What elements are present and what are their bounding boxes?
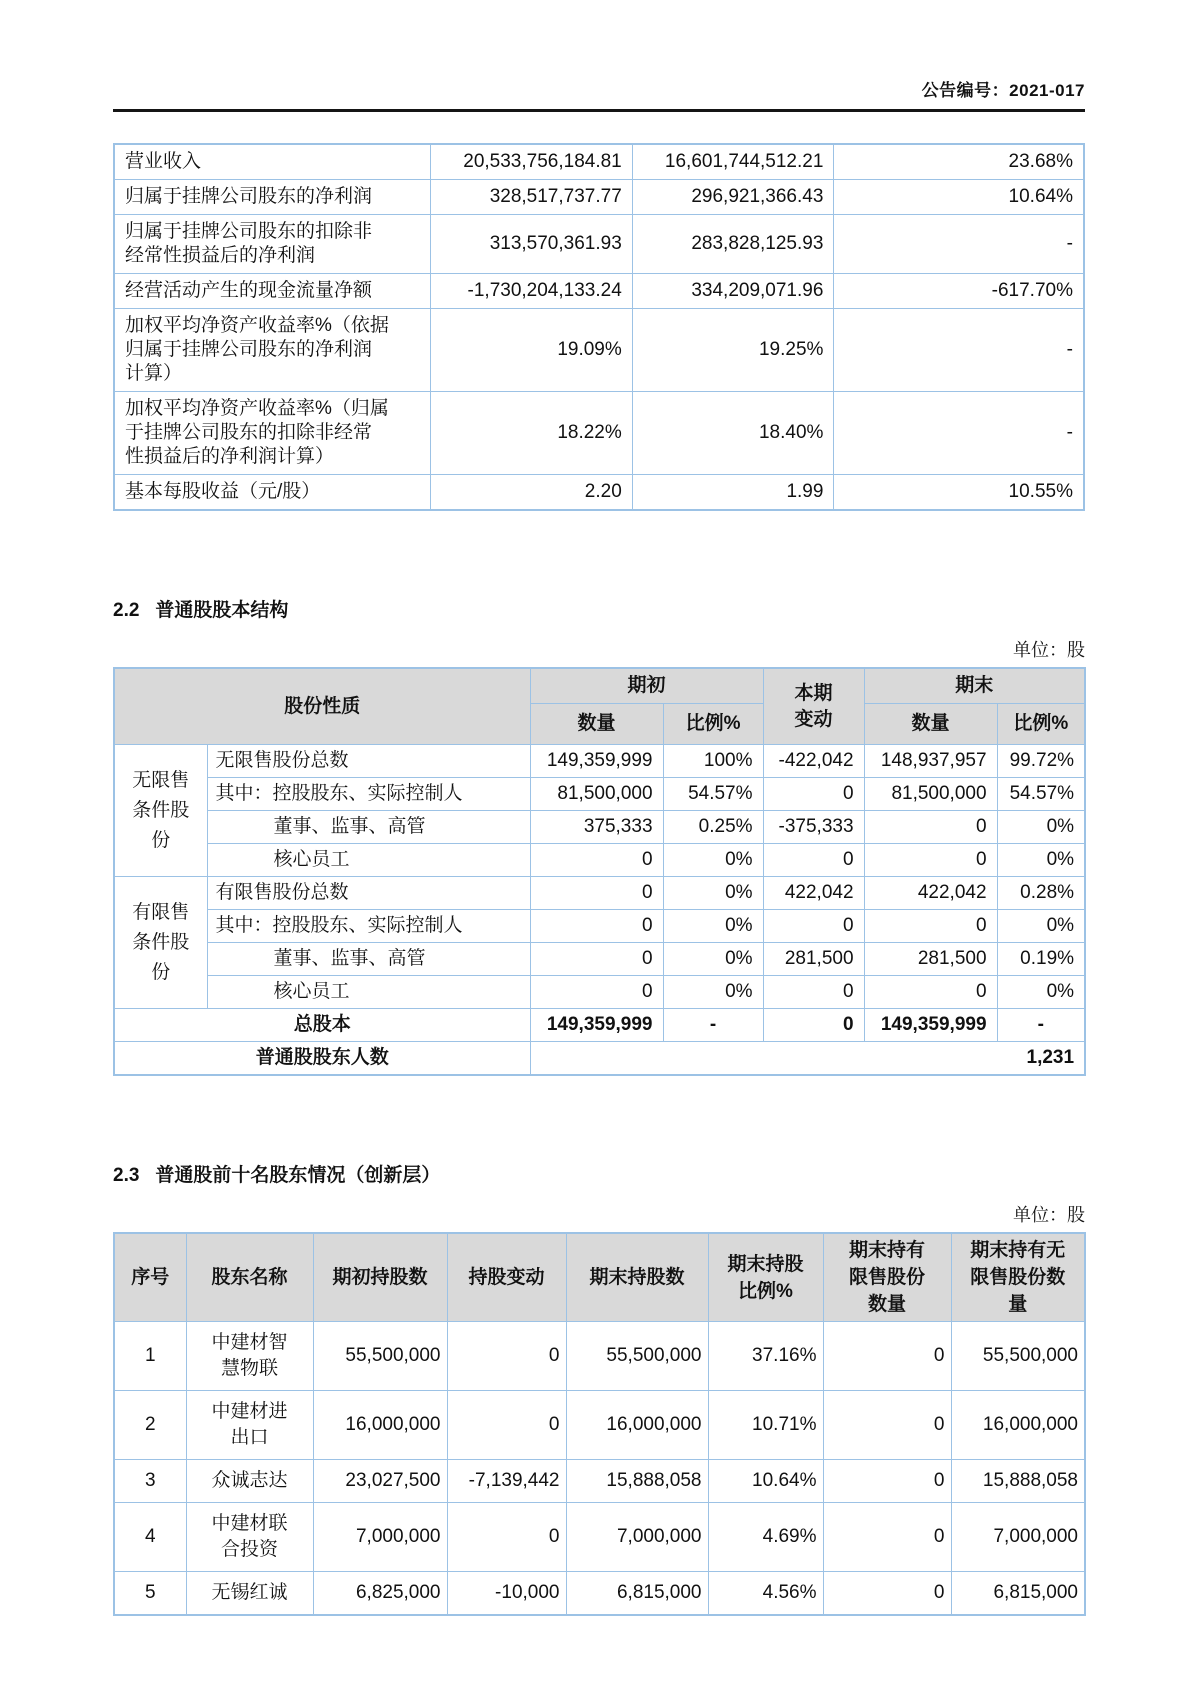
beginning-header: 期初 (530, 668, 763, 704)
top-shareholders-table (113, 1232, 1086, 1616)
begin-qty: 149,359,999 (530, 1009, 663, 1042)
unit-label: 单位：股 (1013, 1205, 1085, 1225)
shareholder-name: 中建材进出口 (186, 1391, 313, 1460)
table-row (114, 943, 1085, 976)
period-change-header: 本期变动 (763, 668, 864, 745)
current-value: 18.22% (431, 392, 633, 475)
prior-value: 334,209,071.96 (632, 274, 834, 309)
change-value: - (834, 392, 1084, 475)
begin-ratio: - (663, 1009, 763, 1042)
period-change: 0 (763, 1009, 864, 1042)
begin-ratio: 0% (663, 844, 763, 877)
end-qty: 0 (864, 811, 997, 844)
begin-qty: 375,333 (530, 811, 663, 844)
unrestricted-shares: 55,500,000 (951, 1322, 1085, 1391)
table-row (114, 392, 1084, 475)
begin-qty: 81,500,000 (530, 778, 663, 811)
begin-qty: 149,359,999 (530, 745, 663, 778)
table-row (114, 1322, 1085, 1391)
end-qty: 81,500,000 (864, 778, 997, 811)
period-change: 0 (763, 910, 864, 943)
end-header: 期末持股数 (566, 1233, 708, 1322)
prior-value: 1.99 (632, 475, 834, 511)
begin-ratio: 0% (663, 943, 763, 976)
end-ratio: 0.19% (997, 943, 1085, 976)
begin-shares: 7,000,000 (313, 1503, 447, 1572)
row-no: 3 (114, 1460, 186, 1503)
row-label: 经营活动产生的现金流量净额 (114, 274, 431, 309)
row-no: 2 (114, 1391, 186, 1460)
row-label: 归属于挂牌公司股东的净利润 (114, 180, 431, 215)
change-value: 10.64% (834, 180, 1084, 215)
share-change: -10,000 (447, 1572, 566, 1616)
shareholder-name: 众诚志达 (186, 1460, 313, 1503)
row-label: 无限售股份总数 (207, 745, 530, 778)
end-shares: 6,815,000 (566, 1572, 708, 1616)
table-row (114, 180, 1084, 215)
prior-value: 16,601,744,512.21 (632, 144, 834, 180)
begin-ratio: 54.57% (663, 778, 763, 811)
no-header: 序号 (114, 1233, 186, 1322)
end-ratio: 54.57% (997, 778, 1085, 811)
period-change: 281,500 (763, 943, 864, 976)
begin-qty: 0 (530, 844, 663, 877)
period-change: 0 (763, 844, 864, 877)
row-no: 5 (114, 1572, 186, 1616)
share-change: 0 (447, 1391, 566, 1460)
row-label: 其中：控股股东、实际控制人 (207, 910, 530, 943)
table-row (114, 215, 1084, 274)
row-label: 董事、监事、高管 (207, 811, 530, 844)
ratio-header: 比例% (663, 704, 763, 745)
row-label: 有限售股份总数 (207, 877, 530, 910)
current-value: -1,730,204,133.24 (431, 274, 633, 309)
table-row (114, 1460, 1085, 1503)
begin-qty: 0 (530, 943, 663, 976)
row-label: 其中：控股股东、实际控制人 (207, 778, 530, 811)
row-no: 1 (114, 1322, 186, 1391)
row-no: 4 (114, 1503, 186, 1572)
table-row (114, 309, 1084, 392)
prior-value: 19.25% (632, 309, 834, 392)
shareholder-name: 中建材智慧物联 (186, 1322, 313, 1391)
current-value: 328,517,737.77 (431, 180, 633, 215)
end-ratio: 4.56% (708, 1572, 823, 1616)
end-ratio: 10.71% (708, 1391, 823, 1460)
row-label: 基本每股收益（元/股） (114, 475, 431, 511)
period-change: 422,042 (763, 877, 864, 910)
period-change: 0 (763, 778, 864, 811)
end-ratio: 0% (997, 976, 1085, 1009)
end-ratio: 0% (997, 910, 1085, 943)
end-shares: 15,888,058 (566, 1460, 708, 1503)
end-qty: 0 (864, 844, 997, 877)
qty-header: 数量 (530, 704, 663, 745)
row-label: 归属于挂牌公司股东的扣除非经常性损益后的净利润 (114, 215, 431, 274)
end-shares: 55,500,000 (566, 1322, 708, 1391)
current-value: 2.20 (431, 475, 633, 511)
share-structure-table (113, 667, 1086, 1076)
begin-ratio: 100% (663, 745, 763, 778)
share-change: 0 (447, 1503, 566, 1572)
begin-shares: 55,500,000 (313, 1322, 447, 1391)
current-value: 20,533,756,184.81 (431, 144, 633, 180)
begin-ratio: 0% (663, 910, 763, 943)
table-row (114, 274, 1084, 309)
doc-number: 公告编号：2021-017 (921, 81, 1085, 100)
period-change: -375,333 (763, 811, 864, 844)
table-row (114, 745, 1085, 778)
table-row (114, 811, 1085, 844)
end-qty: 149,359,999 (864, 1009, 997, 1042)
begin-ratio: 0% (663, 877, 763, 910)
holders-count: 1,231 (530, 1042, 1085, 1076)
row-label: 加权平均净资产收益率%（归属于挂牌公司股东的扣除非经常性损益后的净利润计算） (114, 392, 431, 475)
financial-summary-table (113, 143, 1085, 511)
restricted-shares: 0 (823, 1322, 951, 1391)
section-2-2-heading (113, 595, 1085, 622)
change-value: 10.55% (834, 475, 1084, 511)
table-row (114, 844, 1085, 877)
ratio-header: 比例% (997, 704, 1085, 745)
table-row (114, 1572, 1085, 1616)
begin-shares: 6,825,000 (313, 1572, 447, 1616)
change-value: 23.68% (834, 144, 1084, 180)
row-label: 核心员工 (207, 844, 530, 877)
table-row (114, 976, 1085, 1009)
table-header-row (114, 1233, 1085, 1322)
section-number: 2.2 (113, 600, 140, 621)
section-2-3-heading (113, 1160, 1085, 1187)
end-qty: 281,500 (864, 943, 997, 976)
change-value: - (834, 215, 1084, 274)
section-title: 普通股股本结构 (155, 600, 289, 621)
qty-header: 数量 (864, 704, 997, 745)
unrestricted-shares: 16,000,000 (951, 1391, 1085, 1460)
current-value: 19.09% (431, 309, 633, 392)
unrestricted-header: 期末持有无限售股份数量 (951, 1233, 1085, 1322)
ratio-header: 期末持股比例% (708, 1233, 823, 1322)
group-label: 有限售条件股份 (114, 877, 207, 1009)
unrestricted-shares: 7,000,000 (951, 1503, 1085, 1572)
share-change: 0 (447, 1322, 566, 1391)
end-ratio: 0% (997, 811, 1085, 844)
share-change: -7,139,442 (447, 1460, 566, 1503)
prior-value: 283,828,125.93 (632, 215, 834, 274)
header-rule (113, 109, 1085, 112)
end-ratio: 99.72% (997, 745, 1085, 778)
total-label: 总股本 (114, 1009, 530, 1042)
begin-ratio: 0.25% (663, 811, 763, 844)
table-row (114, 910, 1085, 943)
row-label: 董事、监事、高管 (207, 943, 530, 976)
table-row (114, 475, 1084, 511)
end-ratio: - (997, 1009, 1085, 1042)
end-shares: 16,000,000 (566, 1391, 708, 1460)
restricted-shares: 0 (823, 1503, 951, 1572)
begin-shares: 16,000,000 (313, 1391, 447, 1460)
unit-label: 单位：股 (1013, 640, 1085, 660)
restricted-shares: 0 (823, 1391, 951, 1460)
restricted-header: 期末持有限售股份数量 (823, 1233, 951, 1322)
holders-count-row (114, 1042, 1085, 1076)
prior-value: 296,921,366.43 (632, 180, 834, 215)
table-row (114, 144, 1084, 180)
table-row (114, 877, 1085, 910)
prior-value: 18.40% (632, 392, 834, 475)
begin-header: 期初持股数 (313, 1233, 447, 1322)
begin-qty: 0 (530, 976, 663, 1009)
period-change: -422,042 (763, 745, 864, 778)
restricted-shares: 0 (823, 1572, 951, 1616)
table-header-row (114, 668, 1085, 704)
end-ratio: 10.64% (708, 1460, 823, 1503)
table-row (114, 778, 1085, 811)
share-nature-header: 股份性质 (114, 668, 530, 745)
shareholder-name: 无锡红诚 (186, 1572, 313, 1616)
end-qty: 0 (864, 976, 997, 1009)
table-row (114, 1391, 1085, 1460)
row-label: 核心员工 (207, 976, 530, 1009)
group-label: 无限售条件股份 (114, 745, 207, 877)
total-row (114, 1009, 1085, 1042)
shareholder-name: 中建材联合投资 (186, 1503, 313, 1572)
ending-header: 期末 (864, 668, 1085, 704)
end-ratio: 4.69% (708, 1503, 823, 1572)
row-label: 加权平均净资产收益率%（依据归属于挂牌公司股东的净利润计算） (114, 309, 431, 392)
current-value: 313,570,361.93 (431, 215, 633, 274)
begin-ratio: 0% (663, 976, 763, 1009)
begin-qty: 0 (530, 877, 663, 910)
begin-qty: 0 (530, 910, 663, 943)
begin-shares: 23,027,500 (313, 1460, 447, 1503)
end-qty: 148,937,957 (864, 745, 997, 778)
period-change: 0 (763, 976, 864, 1009)
end-ratio: 37.16% (708, 1322, 823, 1391)
unrestricted-shares: 6,815,000 (951, 1572, 1085, 1616)
end-ratio: 0.28% (997, 877, 1085, 910)
table-row (114, 1503, 1085, 1572)
row-label: 营业收入 (114, 144, 431, 180)
unrestricted-shares: 15,888,058 (951, 1460, 1085, 1503)
holders-label: 普通股股东人数 (114, 1042, 530, 1076)
end-ratio: 0% (997, 844, 1085, 877)
restricted-shares: 0 (823, 1460, 951, 1503)
end-qty: 0 (864, 910, 997, 943)
section-title: 普通股前十名股东情况（创新层） (155, 1165, 441, 1186)
change-header: 持股变动 (447, 1233, 566, 1322)
end-qty: 422,042 (864, 877, 997, 910)
change-value: - (834, 309, 1084, 392)
name-header: 股东名称 (186, 1233, 313, 1322)
change-value: -617.70% (834, 274, 1084, 309)
section-number: 2.3 (113, 1165, 140, 1186)
end-shares: 7,000,000 (566, 1503, 708, 1572)
